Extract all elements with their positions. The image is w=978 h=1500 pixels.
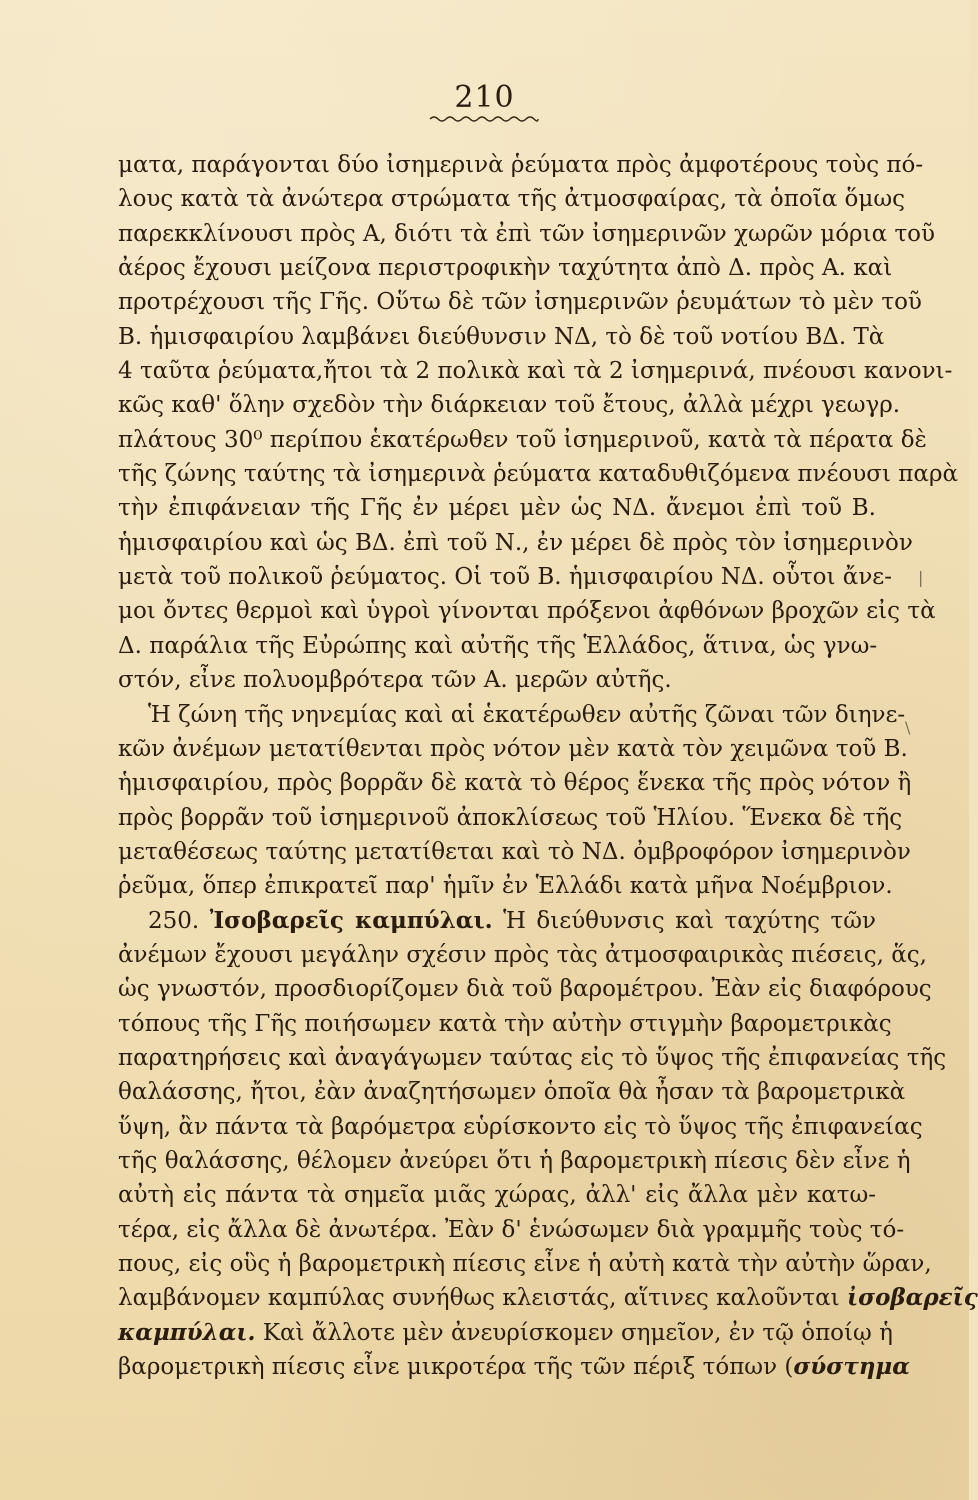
text-line: προτρέχουσι τῆς Γῆς. Οὕτω δὲ τῶν ἰσημερινῶν ῥευμάτων τὸ μὲν τοῦ (118, 289, 922, 316)
text-line: λους κατὰ τὰ ἀνώτερα στρώματα τῆς ἀτμοσφαίρας, τὰ ὁποῖα ὅμως (118, 186, 905, 213)
section-heading-line (118, 904, 876, 938)
text-line: μοι ὄντες θερμοὶ καὶ ὑγροὶ γίνονται πρόξενοι ἀφθόνων βροχῶν εἰς τὰ (118, 598, 936, 625)
text-line: θαλάσσης, ἤτοι, ἐὰν ἀναζητήσωμεν ὁποῖα θὰ ἦσαν τὰ βαρομετρικὰ (118, 1079, 906, 1106)
wavy-rule-ornament (428, 113, 540, 125)
text-line: τὴν ἐπιφάνειαν τῆς Γῆς ἐν μέρει μὲν ὡς ΝΔ. ἄνεμοι ἐπὶ τοῦ Β. (118, 495, 876, 522)
text-line-kamp (118, 1316, 893, 1350)
term-kampylai: καμπύλαι. (118, 1318, 256, 1346)
page-number: 210 (454, 80, 515, 115)
text-line: τέρα, εἰς ἄλλα δὲ ἀνωτέρα. Ἐὰν δ' ἑνώσωμεν διὰ γραμμῆς τοὺς τό- (118, 1216, 905, 1243)
term-systema: σύστημα (793, 1353, 910, 1381)
text-fragment: λαμβάνομεν καμπύλας συνήθως κλειστάς, αἵτινες καλοῦνται (118, 1285, 840, 1312)
term-isobareis: ἰσοβαρεῖς (846, 1284, 978, 1312)
margin-slash-mark: \ (905, 718, 911, 737)
text-line: μεταθέσεως ταύτης μετατίθεται καὶ τὸ ΝΔ. ὀμβροφόρον ἰσημερινὸν (118, 838, 911, 865)
paragraph-start-line: Ἡ ζώνη τῆς νηνεμίας καὶ αἱ ἑκατέρωθεν αὐτῆς ζῶναι τῶν διηνε- (148, 701, 906, 728)
text-line: Β. ἡμισφαιρίου λαμβάνει διεύθυνσιν ΝΔ, τὸ δὲ τοῦ νοτίου ΒΔ. Τὰ (118, 323, 885, 350)
text-line: ἡμισφαιρίου καὶ ὡς ΒΔ. ἐπὶ τοῦ Ν., ἐν μέρει δὲ πρὸς τὸν ἰσημερινὸν (118, 529, 913, 556)
text-line: τῆς θαλάσσης, θέλομεν ἀνεύρει ὅτι ἡ βαρομετρικὴ πίεσις δὲν εἶνε ἡ (118, 1147, 911, 1174)
text-line: Δ. παράλια τῆς Εὐρώπης καὶ αὐτῆς τῆς Ἑλλάδος, ἅτινα, ὡς γνω- (118, 632, 878, 659)
text-line: τῆς ζώνης ταύτης τὰ ἰσημερινὰ ῥεύματα καταδυθιζόμενα πνέουσι παρὰ (118, 461, 958, 488)
section-first-text: Ἡ διεύθυνσις καὶ ταχύτης τῶν (503, 907, 877, 934)
text-line: παρατηρήσεις καὶ ἀναγάγωμεν ταύτας εἰς τὸ ὕψος τῆς ἐπιφανείας τῆς (118, 1044, 947, 1071)
text-line: στόν, εἶνε πολυομβρότερα τῶν Α. μερῶν αὐτῆς. (118, 667, 672, 694)
section-title: Ἰσοβαρεῖς καμπύλαι. (209, 906, 493, 934)
margin-tick-mark: | (918, 568, 924, 587)
text-line: πλάτους 30⁰ περίπου ἑκατέρωθεν τοῦ ἰσημερινοῦ, κατὰ τὰ πέρατα δὲ (118, 426, 927, 453)
text-line: κῶν ἀνέμων μετατίθενται πρὸς νότον μὲν κατὰ τὸν χειμῶνα τοῦ Β. (118, 735, 908, 762)
text-line: ἀνέμων ἔχουσι μεγάλην σχέσιν πρὸς τὰς ἀτμοσφαιρικὰς πιέσεις, ἅς, (118, 941, 927, 968)
text-line: ἡμισφαιρίου, πρὸς βορρᾶν δὲ κατὰ τὸ θέρος ἕνεκα τῆς πρὸς νότον ἢ (118, 770, 912, 797)
text-line: πρὸς βορρᾶν τοῦ ἰσημερινοῦ ἀποκλίσεως τοῦ Ἡλίου. Ἕνεκα δὲ τῆς (118, 804, 903, 831)
text-line: ῥεῦμα, ὅπερ ἐπικρατεῖ παρ' ἡμῖν ἐν Ἑλλάδι κατὰ μῆνα Νοέμβριον. (118, 873, 893, 900)
text-line: ματα, παράγονται δύο ἰσημερινὰ ῥεύματα πρὸς ἀμφοτέρους τοὺς πό- (118, 152, 924, 178)
text-line: παρεκκλίνουσι πρὸς Α, διότι τὰ ἐπὶ τῶν ἰσημερινῶν χωρῶν μόρια τοῦ (118, 220, 935, 247)
section-number: 250. (148, 907, 200, 934)
text-line-last (118, 1350, 910, 1384)
text-fragment: Καὶ ἄλλοτε μὲν ἀνευρίσκομεν σημεῖον, ἐν τῷ ὁποίῳ ἡ (262, 1319, 893, 1346)
text-fragment: βαρομετρικὴ πίεσις εἶνε μικροτέρα τῆς τῶν πέριξ τόπων ( (118, 1354, 794, 1381)
text-line: ὡς γνωστόν, προσδιορίζομεν διὰ τοῦ βαρομέτρου. Ἐὰν εἰς διαφόρους (118, 976, 932, 1003)
text-line-iso (118, 1281, 978, 1315)
text-line: πους, εἰς οὓς ἡ βαρομετρικὴ πίεσις εἶνε ἡ αὐτὴ κατὰ τὴν αὐτὴν ὥραν, (118, 1251, 932, 1277)
text-line: μετὰ τοῦ πολικοῦ ῥεύματος. Οἱ τοῦ Β. ἡμισφαιρίου ΝΔ. οὗτοι ἄνε- (118, 564, 892, 591)
text-line: 4 ταῦτα ῥεύματα,ἤτοι τὰ 2 πολικὰ καὶ τὰ 2 ἰσημερινά, πνέουσι κανονι- (118, 358, 953, 385)
text-line: ἀέρος ἔχουσι μείζονα περιστροφικὴν ταχύτητα ἀπὸ Δ. πρὸς Α. καὶ (118, 255, 893, 282)
text-line: ὕψη, ἂν πάντα τὰ βαρόμετρα εὑρίσκοντο εἰς τὸ ὕψος τῆς ἐπιφανείας (118, 1113, 923, 1140)
text-line: αὐτὴ εἰς πάντα τὰ σημεῖα μιᾶς χώρας, ἀλλ' εἰς ἄλλα μὲν κατω- (118, 1182, 876, 1209)
text-line: κῶς καθ' ὅλην σχεδὸν τὴν διάρκειαν τοῦ ἔτους, ἀλλὰ μέχρι γεωγρ. (118, 392, 901, 419)
text-line: τόπους τῆς Γῆς ποιήσωμεν κατὰ τὴν αὐτὴν στιγμὴν βαρομετρικὰς (118, 1010, 892, 1037)
main-text (118, 148, 978, 1384)
